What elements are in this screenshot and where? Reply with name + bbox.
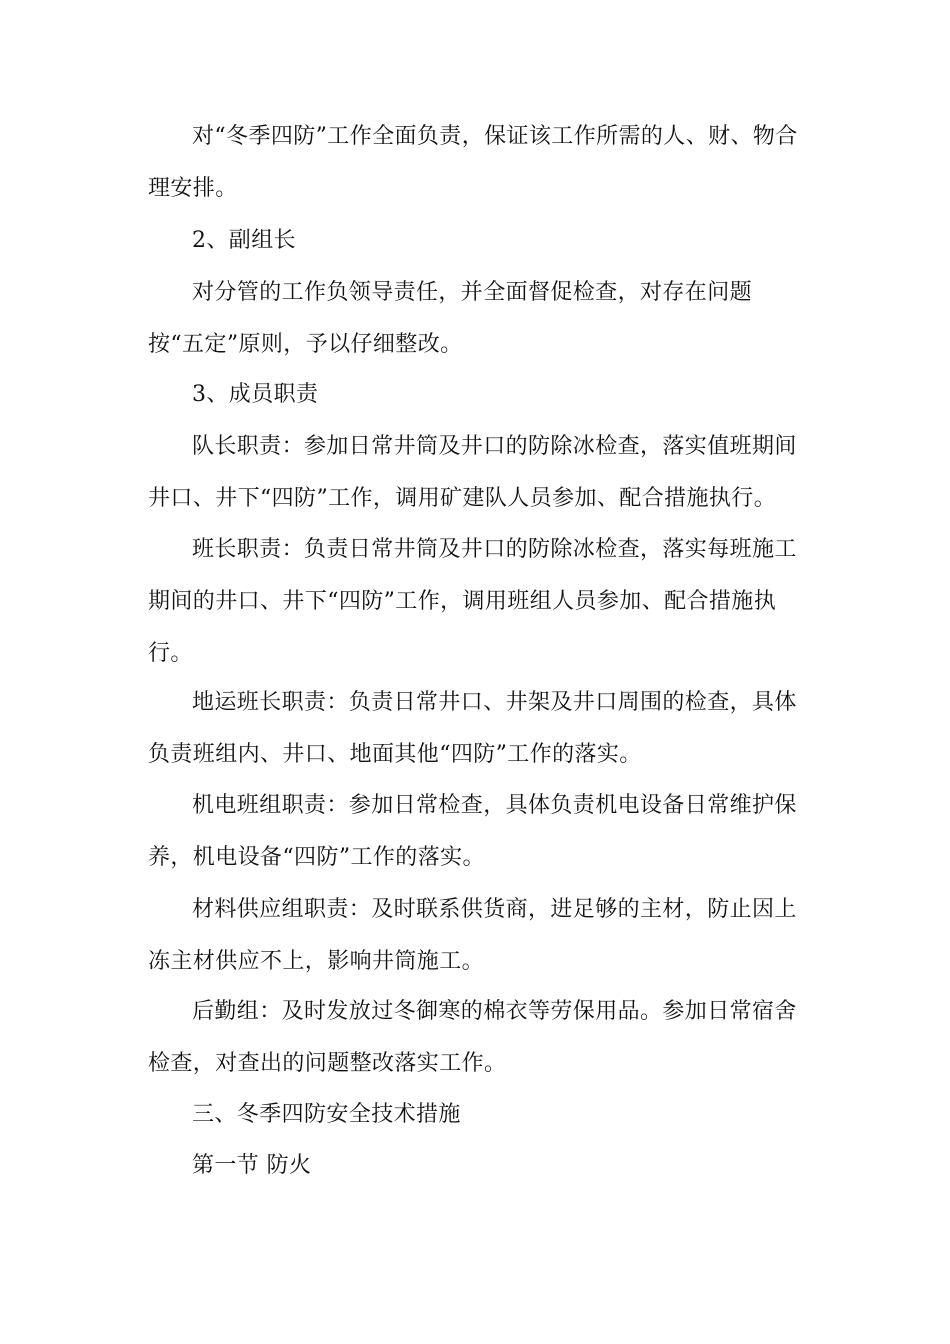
text-line: 冻主材供应不上，影响井筒施工。 [148,949,485,974]
text-line: 检查，对查出的问题整改落实工作。 [148,1051,507,1076]
deputy-leader-duty-paragraph [148,267,800,371]
text-line: 负责班组内、井口、地面其他“四防”工作的落实。 [148,742,642,767]
section-three-heading [148,1089,800,1141]
text-line: 3、成员职责 [192,382,319,407]
text-line: 对分管的工作负领导责任，并全面督促检查，对存在问题 [192,280,753,305]
deputy-leader-heading [148,215,800,267]
text-line: 三、冬季四防安全技术措施 [192,1102,461,1127]
text-line: 按“五定”原则，予以仔细整改。 [148,332,463,357]
text-line: 期间的井口、井下“四防”工作，调用班组人员参加、配合措施执 [148,589,777,614]
text-line: 对“冬季四防”工作全面负责，保证该工作所需的人、财、物合 [192,124,798,149]
leader-duty-paragraph [148,111,800,215]
section-one-fire-heading [148,1140,800,1192]
material-supply-team-duty-paragraph [148,884,800,988]
team-leader-duty-paragraph [148,421,800,525]
member-duties-heading [148,369,800,421]
logistics-team-duty-paragraph [148,986,800,1090]
text-line: 井口、井下“四防”工作，调用矿建队人员参加、配合措施执行。 [148,486,777,511]
text-line: 班长职责：负责日常井筒及井口的防除冰检查，落实每班施工 [192,537,797,562]
text-line: 材料供应组职责：及时联系供货商，进足够的主材，防止因上 [192,897,797,922]
text-line: 队长职责：参加日常井筒及井口的防除冰检查，落实值班期间 [192,434,797,459]
text-line: 养，机电设备“四防”工作的落实。 [148,845,485,870]
text-line: 机电班组职责：参加日常检查，具体负责机电设备日常维护保 [192,793,797,818]
text-line: 第一节 防火 [192,1153,312,1178]
shift-leader-duty-paragraph [148,524,800,680]
text-line: 行。 [148,641,193,666]
text-line: 后勤组：及时发放过冬御寒的棉衣等劳保用品。参加日常宿舍 [192,999,797,1024]
text-line: 2、副组长 [192,228,296,253]
text-line: 理安排。 [148,176,238,201]
surface-transport-leader-duty-paragraph [148,677,800,781]
text-line: 地运班长职责：负责日常井口、井架及井口周围的检查，具体 [192,690,797,715]
electromechanical-team-duty-paragraph [148,780,800,884]
